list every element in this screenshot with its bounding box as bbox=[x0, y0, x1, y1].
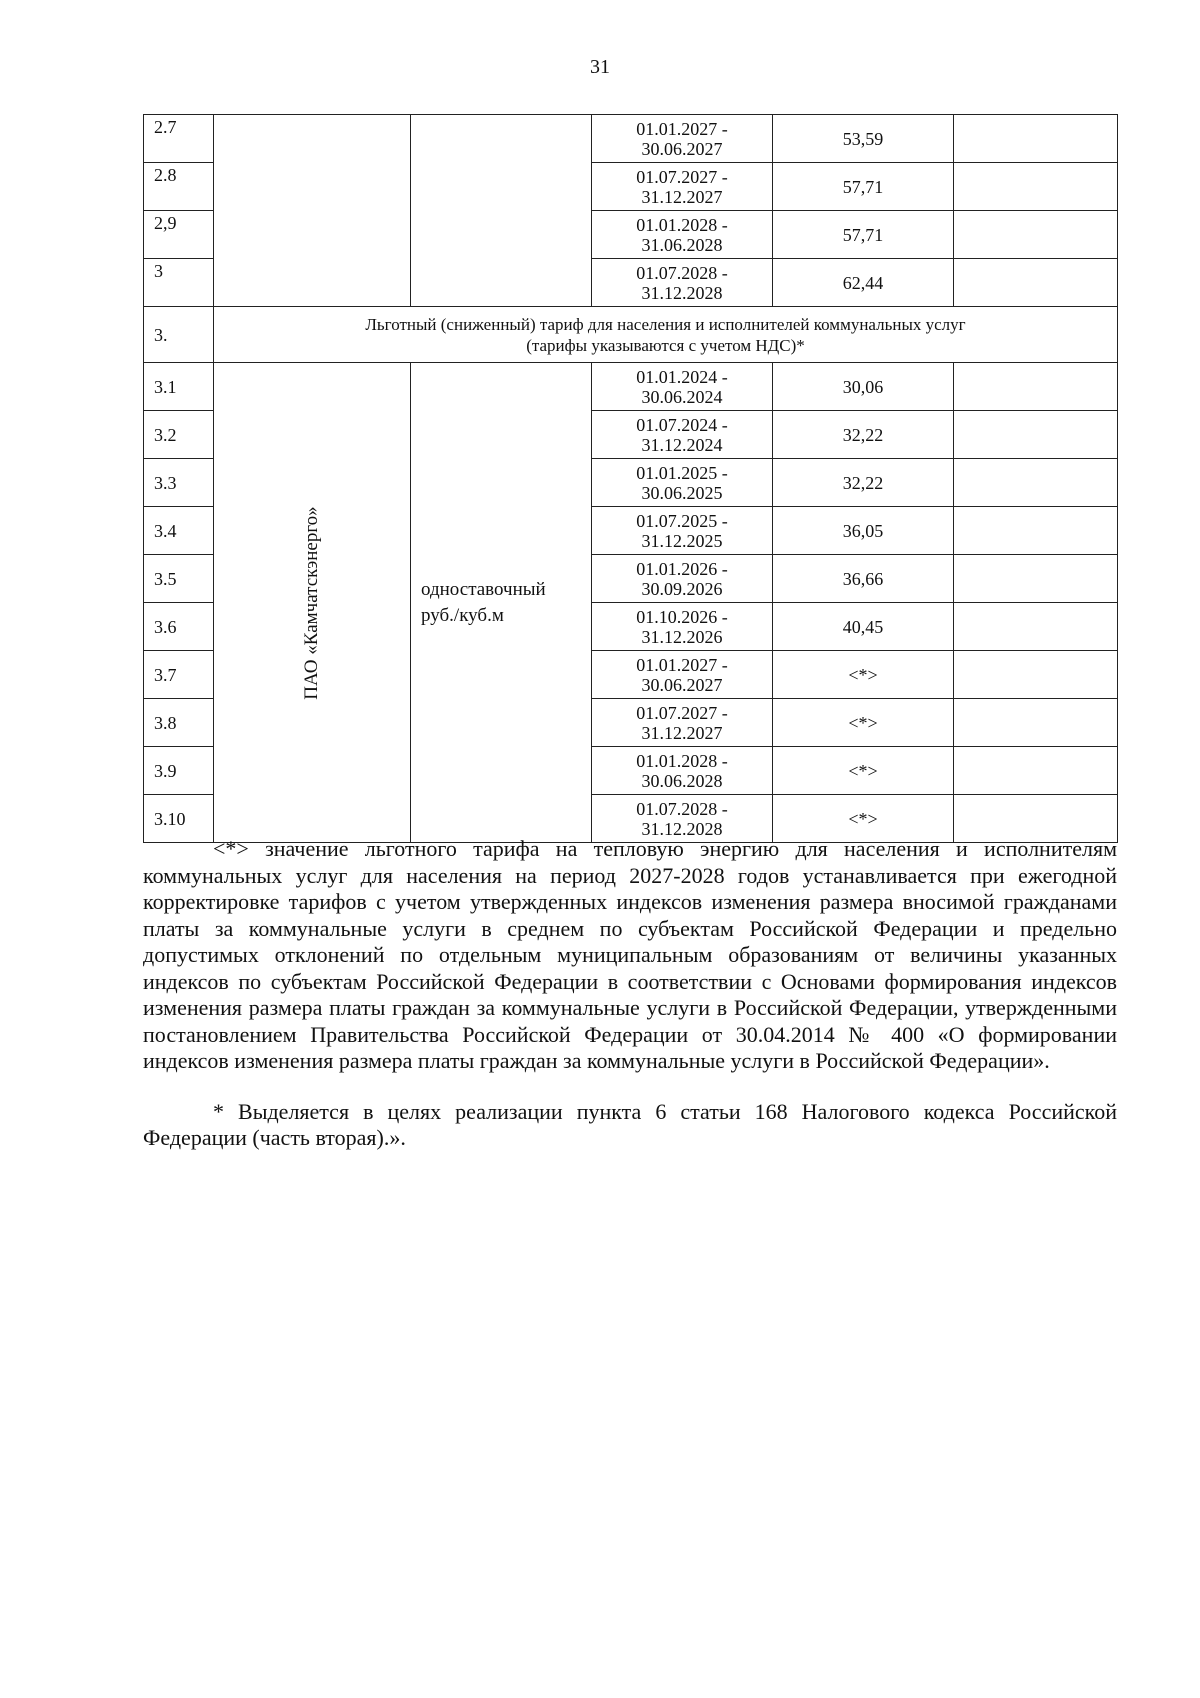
tariff-value: 40,45 bbox=[773, 603, 954, 651]
note-cell bbox=[954, 259, 1118, 307]
period-cell bbox=[592, 259, 773, 307]
period-end: 30.09.2026 bbox=[641, 578, 723, 599]
row-number: 3.1 bbox=[144, 363, 214, 411]
tariff-value: 57,71 bbox=[773, 211, 954, 259]
note-cell bbox=[954, 115, 1118, 163]
period-cell bbox=[592, 555, 773, 603]
tariff-type-cell bbox=[411, 115, 592, 307]
tariff-value: 53,59 bbox=[773, 115, 954, 163]
row-number: 3.10 bbox=[144, 795, 214, 843]
period-cell bbox=[592, 211, 773, 259]
note-cell bbox=[954, 651, 1118, 699]
note-cell bbox=[954, 747, 1118, 795]
tariff-value: 32,22 bbox=[773, 411, 954, 459]
note-cell bbox=[954, 459, 1118, 507]
period-start: 01.07.2025 - bbox=[636, 510, 728, 531]
period-cell bbox=[592, 411, 773, 459]
period-start: 01.07.2028 - bbox=[636, 798, 728, 819]
period-start: 01.01.2027 - bbox=[636, 654, 728, 675]
row-number: 2.8 bbox=[144, 163, 214, 211]
tariff-type-cell bbox=[411, 363, 592, 843]
period-cell bbox=[592, 603, 773, 651]
footnote-preferential-tariff: <*> значение льготного тарифа на тепловую энергию для населения и исполнителям коммунальных услуг для населения на период 2027-2028 годов устанавливается при ежегодной корректировке тарифов с учетом утвержденных индексов изменения размера вносимой гражданами платы за коммунальные услуги в среднем по субъектам Российской Федерации и предельно допустимых отклонений по отдельным муниципальным образованиям от величины указанных индексов по субъектам Российской Федерации в соответствии с Основами формирования индексов изменения размера платы граждан за коммунальные услуги в Российской Федерации, утвержденными постановлением Правительства Российской Федерации от 30.04.2014 № 400 «О формировании индексов изменения размера платы граждан за коммунальные услуги в Российской Федерации». bbox=[143, 836, 1117, 1073]
organization-cell bbox=[214, 115, 411, 307]
row-number: 3.8 bbox=[144, 699, 214, 747]
period-end: 31.12.2026 bbox=[641, 626, 723, 647]
section-title-line1: Льготный (сниженный) тариф для населения и исполнителей коммунальных услуг bbox=[365, 314, 966, 334]
note-cell bbox=[954, 555, 1118, 603]
row-number: 3.6 bbox=[144, 603, 214, 651]
period-start: 01.01.2024 - bbox=[636, 366, 728, 387]
period-end: 30.06.2024 bbox=[641, 386, 723, 407]
period-cell bbox=[592, 507, 773, 555]
period-start: 01.07.2027 - bbox=[636, 166, 728, 187]
row-number: 3.7 bbox=[144, 651, 214, 699]
tariff-table-body bbox=[144, 115, 1118, 843]
row-number: 3 bbox=[144, 259, 214, 307]
tariff-value: 32,22 bbox=[773, 459, 954, 507]
section-title-line2: (тарифы указываются с учетом НДС)* bbox=[526, 335, 805, 355]
period-start: 01.07.2027 - bbox=[636, 702, 728, 723]
period-end: 31.12.2024 bbox=[641, 434, 723, 455]
period-start: 01.07.2028 - bbox=[636, 262, 728, 283]
note-cell bbox=[954, 363, 1118, 411]
period-cell bbox=[592, 651, 773, 699]
tariff-value: 36,05 bbox=[773, 507, 954, 555]
row-number: 3.3 bbox=[144, 459, 214, 507]
period-cell bbox=[592, 115, 773, 163]
note-cell bbox=[954, 411, 1118, 459]
footnotes bbox=[143, 836, 1117, 1152]
row-number: 3.5 bbox=[144, 555, 214, 603]
tariff-value: 57,71 bbox=[773, 163, 954, 211]
period-cell bbox=[592, 747, 773, 795]
period-end: 31.12.2027 bbox=[641, 722, 723, 743]
row-number: 2.7 bbox=[144, 115, 214, 163]
period-end: 31.12.2028 bbox=[641, 282, 723, 303]
note-cell bbox=[954, 211, 1118, 259]
period-cell bbox=[592, 163, 773, 211]
section-number: 3. bbox=[144, 307, 214, 363]
organization-name: ПАО «Камчатскэнерго» bbox=[301, 505, 322, 700]
period-end: 31.12.2025 bbox=[641, 530, 723, 551]
period-cell bbox=[592, 459, 773, 507]
footnote-vat: * Выделяется в целях реализации пункта 6 статьи 168 Налогового кодекса Российской Федерации (часть вторая).». bbox=[143, 1098, 1117, 1150]
period-end: 30.06.2025 bbox=[641, 482, 723, 503]
tariff-table bbox=[143, 114, 1118, 843]
table-row bbox=[144, 363, 1118, 411]
period-end: 31.12.2027 bbox=[641, 186, 723, 207]
note-cell bbox=[954, 507, 1118, 555]
tariff-value: <*> bbox=[773, 795, 954, 843]
row-number: 3.9 bbox=[144, 747, 214, 795]
period-end: 30.06.2027 bbox=[641, 674, 723, 695]
section-header-row bbox=[144, 307, 1118, 363]
row-number: 3.2 bbox=[144, 411, 214, 459]
period-start: 01.10.2026 - bbox=[636, 606, 728, 627]
tariff-value: 36,66 bbox=[773, 555, 954, 603]
note-cell bbox=[954, 163, 1118, 211]
period-start: 01.01.2025 - bbox=[636, 462, 728, 483]
organization-cell bbox=[214, 363, 411, 843]
page-number: 31 bbox=[590, 56, 610, 78]
row-number: 2,9 bbox=[144, 211, 214, 259]
period-start: 01.01.2027 - bbox=[636, 118, 728, 139]
period-start: 01.01.2028 - bbox=[636, 214, 728, 235]
period-start: 01.01.2026 - bbox=[636, 558, 728, 579]
row-number: 3.4 bbox=[144, 507, 214, 555]
tariff-value: 30,06 bbox=[773, 363, 954, 411]
table-row bbox=[144, 115, 1118, 163]
period-cell bbox=[592, 699, 773, 747]
note-cell bbox=[954, 603, 1118, 651]
period-end: 31.12.2028 bbox=[641, 818, 723, 839]
period-start: 01.01.2028 - bbox=[636, 750, 728, 771]
tariff-unit: руб./куб.м bbox=[421, 604, 504, 626]
tariff-value: 62,44 bbox=[773, 259, 954, 307]
note-cell bbox=[954, 699, 1118, 747]
period-start: 01.07.2024 - bbox=[636, 414, 728, 435]
period-end: 31.06.2028 bbox=[641, 234, 723, 255]
period-end: 30.06.2028 bbox=[641, 770, 723, 791]
section-title bbox=[214, 307, 1118, 363]
tariff-type: одноставочный bbox=[421, 578, 546, 600]
tariff-value: <*> bbox=[773, 747, 954, 795]
tariff-value: <*> bbox=[773, 699, 954, 747]
period-cell bbox=[592, 363, 773, 411]
period-end: 30.06.2027 bbox=[641, 138, 723, 159]
tariff-value: <*> bbox=[773, 651, 954, 699]
